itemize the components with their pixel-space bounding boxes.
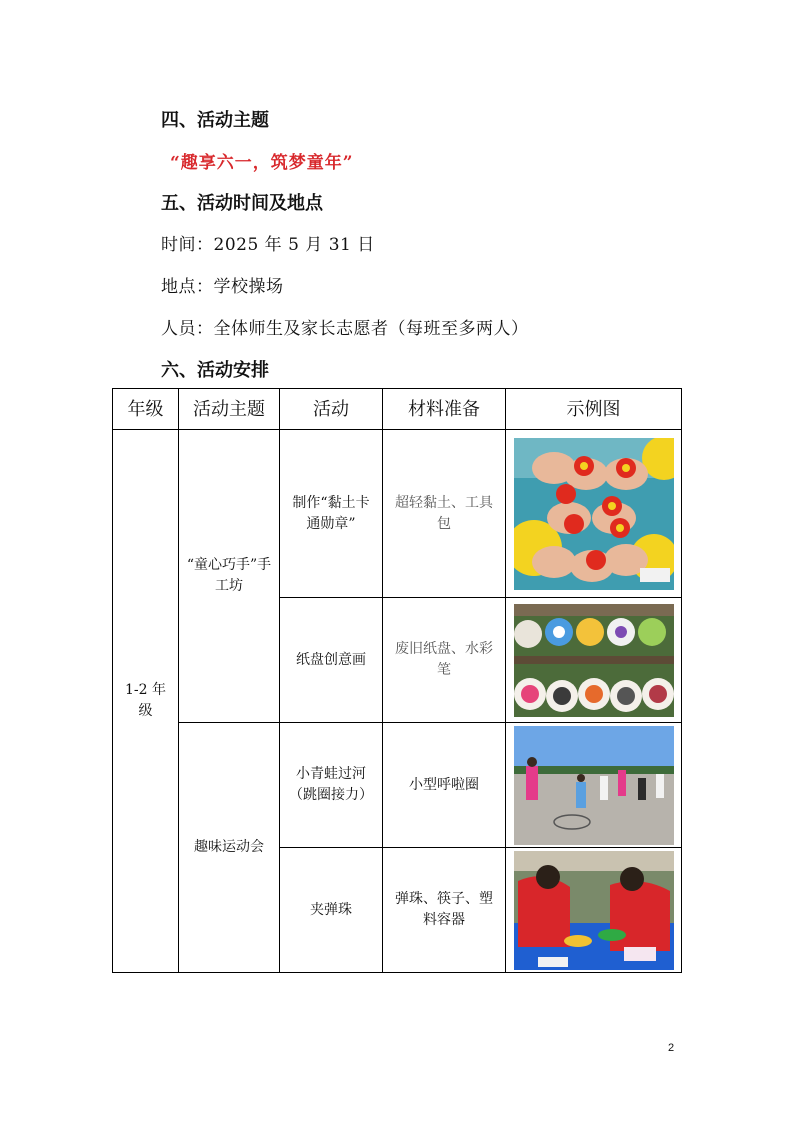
materials-cell: 超轻黏土、工具包 — [383, 430, 506, 598]
place-line: 地点：学校操场 — [161, 277, 284, 297]
paper-plate-art-photo — [514, 604, 674, 717]
theme-cell-sports: 趣味运动会 — [179, 723, 280, 973]
theme-cell-handcraft: “童心巧手”手工坊 — [179, 430, 280, 723]
header-grade: 年级 — [113, 389, 179, 430]
hoop-relay-photo — [514, 726, 674, 845]
activity-cell: 纸盘创意画 — [280, 598, 383, 723]
activity-plan-table — [112, 388, 682, 973]
page-number: 2 — [668, 1042, 675, 1054]
marble-pinching-photo — [514, 851, 674, 970]
activity-theme: “趣享六一，筑梦童年” — [170, 153, 354, 173]
section-5-heading: 五、活动时间及地点 — [161, 193, 323, 214]
activity-cell: 制作“黏土卡通勋章” — [280, 430, 383, 598]
table-row — [113, 430, 682, 598]
header-activity: 活动 — [280, 389, 383, 430]
section-6-heading: 六、活动安排 — [161, 360, 269, 381]
activity-cell: 夹弹珠 — [280, 848, 383, 973]
materials-cell: 小型呼啦圈 — [383, 723, 506, 848]
materials-cell: 废旧纸盘、水彩笔 — [383, 598, 506, 723]
header-materials: 材料准备 — [383, 389, 506, 430]
table-row — [113, 723, 682, 848]
activity-cell: 小青蛙过河（跳圈接力） — [280, 723, 383, 848]
time-line: 时间：2025 年 5 月 31 日 — [161, 235, 375, 255]
materials-cell: 弹珠、筷子、塑料容器 — [383, 848, 506, 973]
table-header-row — [113, 389, 682, 430]
header-theme: 活动主题 — [179, 389, 280, 430]
grade-cell: 1-2 年级 — [113, 430, 179, 973]
section-4-heading: 四、活动主题 — [161, 110, 269, 131]
people-line: 人员：全体师生及家长志愿者（每班至多两人） — [161, 319, 529, 339]
header-example: 示例图 — [506, 389, 682, 430]
clay-badges-photo — [514, 438, 674, 590]
